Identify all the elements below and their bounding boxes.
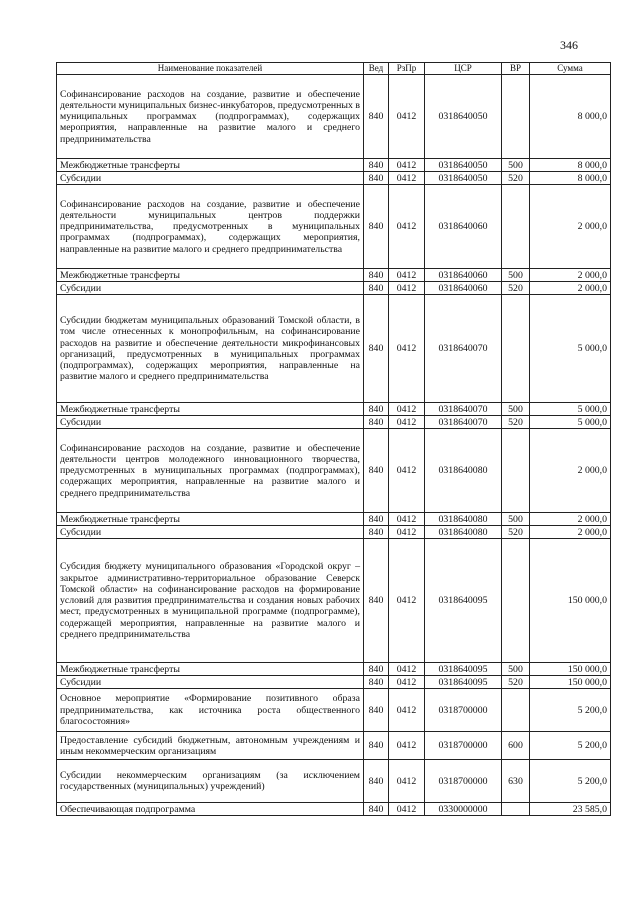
row-vr: 500 <box>502 269 530 282</box>
row-vr: 520 <box>502 416 530 429</box>
row-sum: 2 000,0 <box>530 513 611 526</box>
row-ved: 840 <box>364 282 389 295</box>
budget-table <box>56 62 611 816</box>
row-csr: 0318640050 <box>425 75 502 159</box>
row-name: Предоставление субсидий бюджетным, автономным учреждениям и иным некоммерческим организациям <box>57 732 364 760</box>
row-csr: 0330000000 <box>425 803 502 816</box>
table-row <box>57 269 611 282</box>
row-rzpr: 0412 <box>389 663 425 676</box>
row-vr: 500 <box>502 159 530 172</box>
row-csr: 0318640095 <box>425 676 502 689</box>
table-row <box>57 172 611 185</box>
table-row <box>57 185 611 269</box>
row-rzpr: 0412 <box>389 689 425 732</box>
table-row <box>57 159 611 172</box>
row-rzpr: 0412 <box>389 732 425 760</box>
row-vr <box>502 803 530 816</box>
row-ved: 840 <box>364 159 389 172</box>
row-csr: 0318640080 <box>425 526 502 539</box>
row-vr <box>502 185 530 269</box>
header-rzpr: РзПр <box>389 63 425 75</box>
row-sum: 5 000,0 <box>530 416 611 429</box>
row-sum: 150 000,0 <box>530 539 611 663</box>
row-sum: 2 000,0 <box>530 185 611 269</box>
row-csr: 0318640050 <box>425 172 502 185</box>
table-row <box>57 663 611 676</box>
table-row <box>57 513 611 526</box>
row-rzpr: 0412 <box>389 295 425 403</box>
row-name: Субсидии некоммерческим организациям (за исключением государственных (муниципальных) учреждений) <box>57 760 364 803</box>
row-csr: 0318640060 <box>425 185 502 269</box>
row-rzpr: 0412 <box>389 803 425 816</box>
row-vr <box>502 429 530 513</box>
row-sum: 2 000,0 <box>530 282 611 295</box>
row-ved: 840 <box>364 526 389 539</box>
row-ved: 840 <box>364 172 389 185</box>
row-csr: 0318700000 <box>425 732 502 760</box>
table-row <box>57 803 611 816</box>
row-sum: 2 000,0 <box>530 269 611 282</box>
table-row <box>57 760 611 803</box>
row-csr: 0318640050 <box>425 159 502 172</box>
row-ved: 840 <box>364 732 389 760</box>
row-vr: 520 <box>502 676 530 689</box>
table-row <box>57 539 611 663</box>
row-vr <box>502 689 530 732</box>
row-rzpr: 0412 <box>389 760 425 803</box>
row-sum: 5 200,0 <box>530 689 611 732</box>
row-name: Субсидии <box>57 676 364 689</box>
row-rzpr: 0412 <box>389 269 425 282</box>
row-name: Субсидии <box>57 282 364 295</box>
row-sum: 5 000,0 <box>530 403 611 416</box>
table-row <box>57 676 611 689</box>
row-vr: 520 <box>502 282 530 295</box>
row-ved: 840 <box>364 429 389 513</box>
header-vr: ВР <box>502 63 530 75</box>
row-name: Обеспечивающая подпрограмма <box>57 803 364 816</box>
row-sum: 150 000,0 <box>530 676 611 689</box>
row-rzpr: 0412 <box>389 676 425 689</box>
row-ved: 840 <box>364 185 389 269</box>
row-name: Субсидия бюджету муниципального образования «Городской округ – закрытое административно-территориальное образование Северск Томской области» на софинансирование расходов на формирование условий для развития предпринимательства и создания новых рабочих мест, предусмотренных в муниципальной программе (подпрограмме), содержащей мероприятия, направленные на развитие малого и среднего предпринимательства <box>57 539 364 663</box>
row-rzpr: 0412 <box>389 172 425 185</box>
row-csr: 0318640080 <box>425 429 502 513</box>
row-csr: 0318640080 <box>425 513 502 526</box>
row-name: Межбюджетные трансферты <box>57 403 364 416</box>
row-csr: 0318700000 <box>425 760 502 803</box>
row-vr: 520 <box>502 526 530 539</box>
row-name: Софинансирование расходов на создание, развитие и обеспечение деятельности муниципальных центров поддержки предпринимательства, предусмотренных в муниципальных программах (подпрограммах), содержащих мероприятия, направленные на развитие малого и среднего предпринимательства <box>57 185 364 269</box>
row-vr: 500 <box>502 513 530 526</box>
row-name: Межбюджетные трансферты <box>57 663 364 676</box>
table-row <box>57 689 611 732</box>
row-csr: 0318640095 <box>425 663 502 676</box>
row-sum: 150 000,0 <box>530 663 611 676</box>
row-vr <box>502 295 530 403</box>
page-number: 346 <box>560 38 578 52</box>
row-name: Субсидии <box>57 416 364 429</box>
row-ved: 840 <box>364 663 389 676</box>
row-ved: 840 <box>364 295 389 403</box>
row-rzpr: 0412 <box>389 403 425 416</box>
row-sum: 2 000,0 <box>530 526 611 539</box>
row-name: Субсидии бюджетам муниципальных образований Томской области, в том числе отнесенных к монопрофильным, на софинансирование расходов на развитие и обеспечение деятельности микрофинансовых организаций, предусмотренных в муниципальных программах (подпрограммах), содержащих мероприятия, направленные на развитие малого и среднего предпринимательства <box>57 295 364 403</box>
row-ved: 840 <box>364 403 389 416</box>
table-row <box>57 282 611 295</box>
table-row <box>57 526 611 539</box>
row-rzpr: 0412 <box>389 526 425 539</box>
header-sum: Сумма <box>530 63 611 75</box>
row-vr: 520 <box>502 172 530 185</box>
table-row <box>57 75 611 159</box>
row-sum: 8 000,0 <box>530 172 611 185</box>
row-name: Субсидии <box>57 172 364 185</box>
row-name: Межбюджетные трансферты <box>57 269 364 282</box>
table-row <box>57 295 611 403</box>
row-name: Софинансирование расходов на создание, развитие и обеспечение деятельности центров молодежного инновационного творчества, предусмотренных в муниципальных программах (подпрограммах), содержащих мероприятия, направленные на развитие малого и среднего предпринимательства <box>57 429 364 513</box>
table-row <box>57 732 611 760</box>
row-name: Субсидии <box>57 526 364 539</box>
row-rzpr: 0412 <box>389 75 425 159</box>
row-rzpr: 0412 <box>389 185 425 269</box>
row-vr: 630 <box>502 760 530 803</box>
row-ved: 840 <box>364 416 389 429</box>
row-sum: 5 000,0 <box>530 295 611 403</box>
row-vr: 600 <box>502 732 530 760</box>
row-sum: 8 000,0 <box>530 75 611 159</box>
row-sum: 2 000,0 <box>530 429 611 513</box>
row-name: Основное мероприятие «Формирование позитивного образа предпринимательства, как источника роста общественного благосостояния» <box>57 689 364 732</box>
row-rzpr: 0412 <box>389 159 425 172</box>
row-rzpr: 0412 <box>389 429 425 513</box>
row-name: Софинансирование расходов на создание, развитие и обеспечение деятельности муниципальных бизнес-инкубаторов, предусмотренных в муниципальных программах (подпрограммах), содержащих мероприятия, направленные на развитие малого и среднего предпринимательства <box>57 75 364 159</box>
row-vr: 500 <box>502 663 530 676</box>
row-ved: 840 <box>364 689 389 732</box>
header-ved: Вед <box>364 63 389 75</box>
row-rzpr: 0412 <box>389 282 425 295</box>
row-vr: 500 <box>502 403 530 416</box>
row-ved: 840 <box>364 513 389 526</box>
row-vr <box>502 539 530 663</box>
row-csr: 0318700000 <box>425 689 502 732</box>
row-ved: 840 <box>364 760 389 803</box>
row-name: Межбюджетные трансферты <box>57 513 364 526</box>
row-ved: 840 <box>364 539 389 663</box>
table-row <box>57 429 611 513</box>
table-row <box>57 403 611 416</box>
row-vr <box>502 75 530 159</box>
row-rzpr: 0412 <box>389 416 425 429</box>
row-csr: 0318640060 <box>425 269 502 282</box>
row-name: Межбюджетные трансферты <box>57 159 364 172</box>
row-rzpr: 0412 <box>389 513 425 526</box>
row-sum: 23 585,0 <box>530 803 611 816</box>
row-csr: 0318640070 <box>425 416 502 429</box>
row-ved: 840 <box>364 803 389 816</box>
row-ved: 840 <box>364 676 389 689</box>
row-ved: 840 <box>364 269 389 282</box>
row-csr: 0318640060 <box>425 282 502 295</box>
row-csr: 0318640070 <box>425 295 502 403</box>
header-csr: ЦСР <box>425 63 502 75</box>
row-sum: 5 200,0 <box>530 732 611 760</box>
row-sum: 8 000,0 <box>530 159 611 172</box>
row-sum: 5 200,0 <box>530 760 611 803</box>
row-rzpr: 0412 <box>389 539 425 663</box>
table-header-row <box>57 63 611 75</box>
table-row <box>57 416 611 429</box>
header-name: Наименование показателей <box>57 63 364 75</box>
row-csr: 0318640095 <box>425 539 502 663</box>
row-ved: 840 <box>364 75 389 159</box>
row-csr: 0318640070 <box>425 403 502 416</box>
